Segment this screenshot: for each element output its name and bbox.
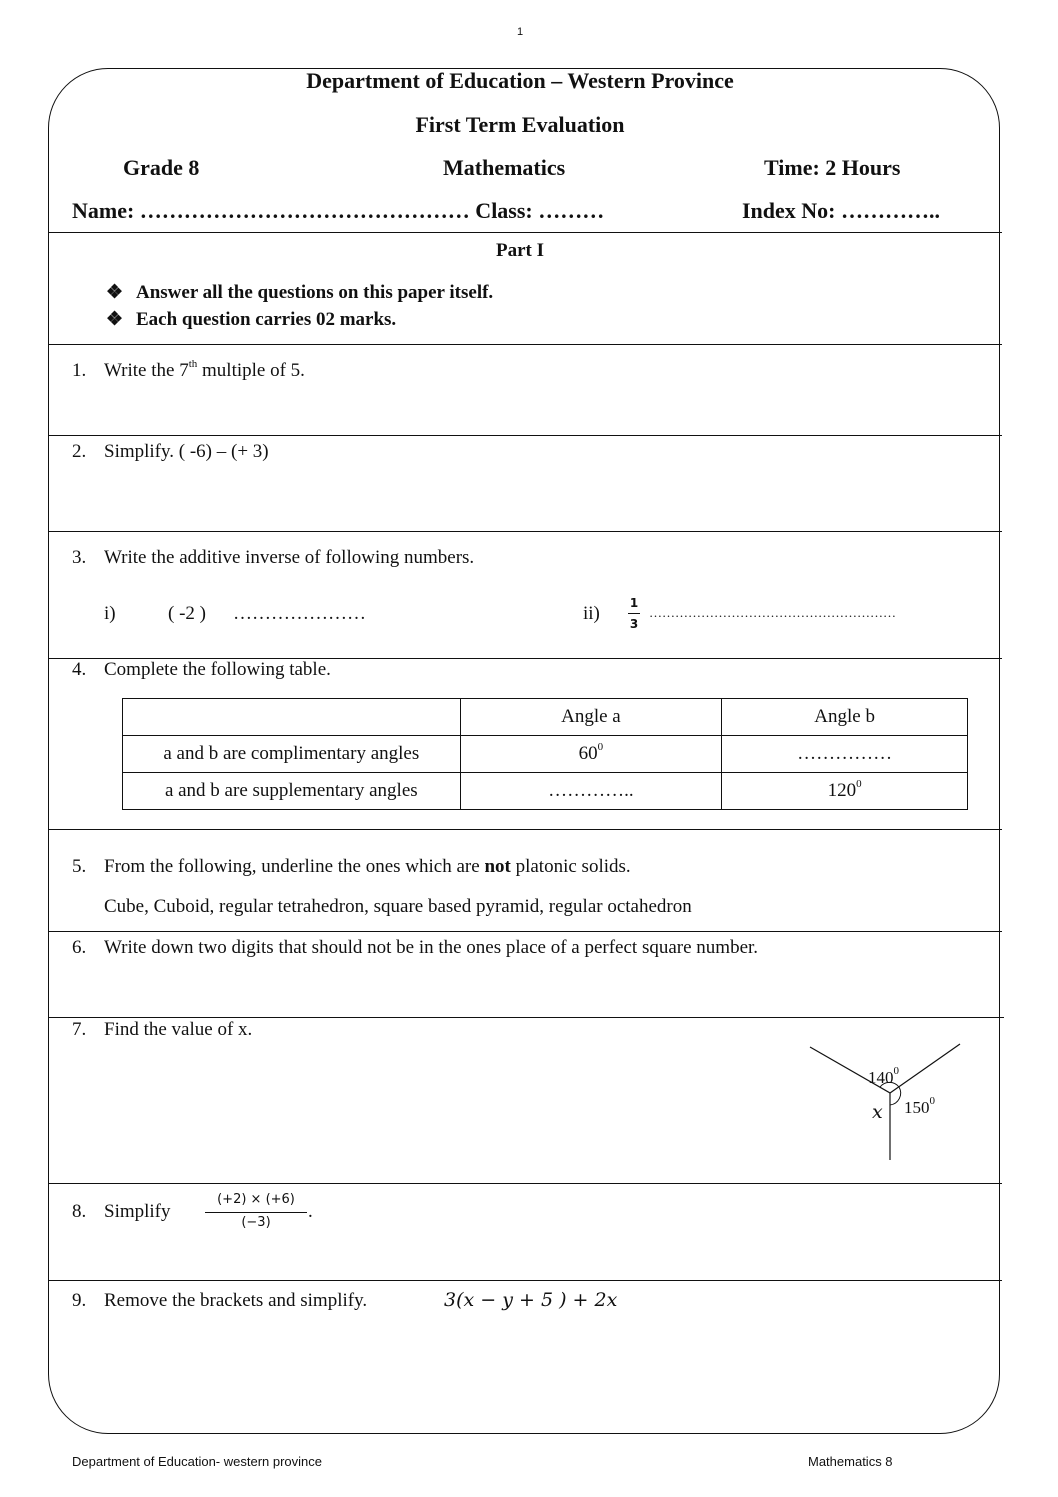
divider [48,531,1002,532]
question-3-text: Write the additive inverse of following numbers. [104,547,475,568]
angles-table [122,698,968,810]
question-2-text: Simplify. ( -6) – (+ 3) [104,441,269,462]
angle-diagram [800,1036,970,1166]
question-3-part-ii-label: ii) [583,603,600,624]
question-3-part-ii-answer-line: ………………………………………………… [649,605,896,620]
question-7-number: 7. [72,1019,87,1040]
table-row [123,773,968,810]
bullet-icon: ❖ [106,309,124,330]
table-cell: $120^0$ [722,773,968,810]
divider [48,931,1002,932]
instruction-2: ❖ Each question carries 02 marks. [106,309,397,330]
question-8-period: . [308,1201,313,1222]
question-7-text: Find the value of x. [104,1019,253,1040]
fraction-numerator: 1 [629,596,639,610]
angle-variable-x: x [872,1101,883,1123]
question-4-number: 4. [72,659,87,680]
table-cell: …………… [722,736,968,773]
table-cell: a and b are supplementary angles [123,773,461,810]
table-cell: ………….. [460,773,722,810]
question-3-part-i-value: ( -2 ) [168,603,206,624]
ray-upper-right [890,1044,960,1093]
table-row [123,699,968,736]
divider [48,829,1002,830]
evaluation-title: First Term Evaluation [415,112,625,137]
question-1-number: 1. [72,360,87,381]
expression-numerator: (+2) × (+6) [217,1192,295,1207]
question-5-solids-list: Cube, Cuboid, regular tetrahedron, square based pyramid, regular octahedron [104,896,692,917]
page-number: 1 [516,26,524,38]
expression-denominator: (−3) [241,1215,271,1230]
angle-label-150: $150^0$ [904,1095,935,1117]
question-3-part-i-label: i) [104,603,116,624]
divider [48,1183,1002,1184]
time-label: Time: 2 Hours [764,155,901,180]
question-6-text: Write down two digits that should not be in the ones place of a perfect square number. [104,937,759,958]
part-title: Part I [495,240,544,261]
instruction-1: ❖ Answer all the questions on this paper itself. [106,282,494,303]
table-cell: a and b are complimentary angles [123,736,461,773]
index-line: Index No: ………….. [742,198,941,223]
question-6-number: 6. [72,937,87,958]
fraction-bar [628,613,640,614]
table-header-cell: Angle b [722,699,968,736]
divider [48,344,1002,345]
grade-label: Grade 8 [123,155,200,180]
footer-subject: Mathematics 8 [808,1454,893,1469]
divider [48,1017,1004,1018]
table-header-cell [123,699,461,736]
fraction-denominator: 3 [629,617,639,631]
question-9-expression: 3(x − y + 5 ) + 2x [444,1289,618,1311]
footer-department: Department of Education- western province [72,1454,323,1469]
divider [48,1280,1002,1281]
table-row [123,736,968,773]
bullet-icon: ❖ [106,282,124,303]
question-1-text: Write the 7th multiple of 5. [104,358,305,381]
divider [48,435,1002,436]
question-3-part-i-answer-line: ………………… [233,603,366,624]
question-4-text: Complete the following table. [104,659,331,680]
question-9-text: Remove the brackets and simplify. [104,1290,368,1311]
question-3-number: 3. [72,547,87,568]
question-8-text: Simplify [104,1201,171,1222]
question-5-number: 5. [72,856,87,877]
question-9-number: 9. [72,1290,87,1311]
question-8-number: 8. [72,1201,87,1222]
angle-label-140: $140^0$ [868,1065,899,1087]
name-class-line: Name: ……………………………………… Class: ……… [72,198,605,223]
department-title: Department of Education – Western Province [306,68,734,93]
table-cell: $60^0$ [460,736,722,773]
fraction-bar [205,1212,307,1213]
question-5-text: From the following, underline the ones which are not platonic solids. [104,856,631,877]
question-2-number: 2. [72,441,87,462]
subject-label: Mathematics [443,155,566,180]
divider [48,232,1002,233]
table-header-cell: Angle a [460,699,722,736]
